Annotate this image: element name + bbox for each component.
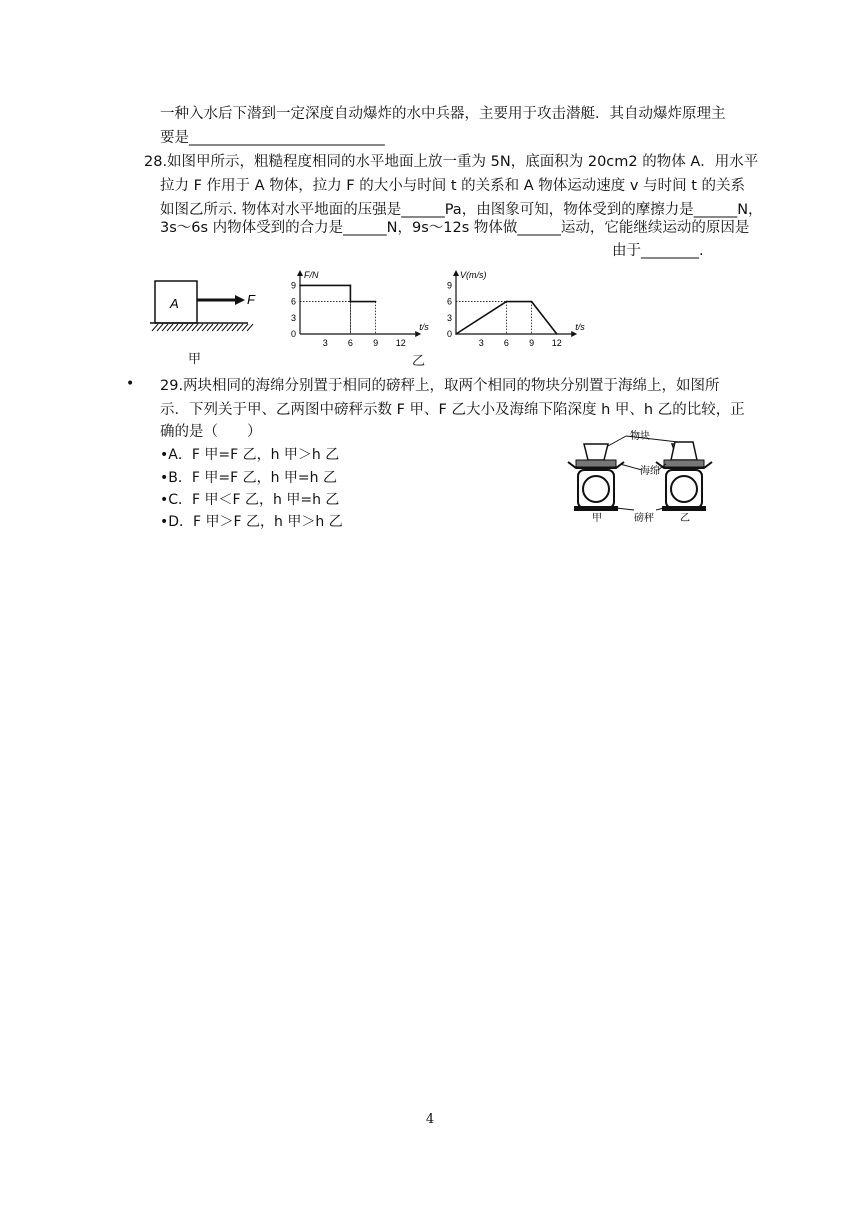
hatch-line bbox=[152, 324, 158, 331]
label-block: 物块 bbox=[630, 431, 650, 442]
data-point bbox=[375, 301, 377, 303]
q29-option-a: •A．F 甲=F 乙，h 甲＞h 乙 bbox=[160, 447, 340, 463]
hatch-line bbox=[212, 324, 218, 331]
data-point bbox=[299, 285, 301, 287]
label-jia: 甲 bbox=[592, 513, 602, 524]
y-axis-title: F/N bbox=[304, 270, 319, 280]
force-label: F bbox=[247, 292, 255, 307]
fig-jia-label: 甲 bbox=[188, 352, 202, 367]
hatch-line bbox=[242, 324, 248, 331]
y-tick-label: 0 bbox=[290, 329, 296, 339]
q28-line-4: 3s～6s 内物体受到的合力是______N，9s～12s 物体做______运动，它能继续运动的原因是 bbox=[160, 220, 750, 236]
q29-bullet: • bbox=[126, 376, 135, 392]
x-axis-title: t/s bbox=[575, 322, 585, 332]
y-tick-label: 0 bbox=[446, 329, 452, 339]
label-sponge: 海绵 bbox=[640, 466, 660, 477]
hatch-line bbox=[172, 324, 178, 331]
y-tick-label: 9 bbox=[446, 280, 452, 291]
data-point bbox=[556, 333, 558, 335]
figure-scales bbox=[560, 428, 730, 526]
hatch-line bbox=[177, 324, 183, 331]
hatch-line bbox=[197, 324, 203, 331]
x-axis-title: t/s bbox=[419, 322, 429, 332]
y-axis-title: V(m/s) bbox=[460, 270, 487, 280]
sponge-jia bbox=[576, 460, 616, 467]
q28-line-1: 28.如图甲所示，粗糙程度相同的水平地面上放一重为 5N，底面积为 20cm2 的物体 A．用水平 bbox=[144, 154, 759, 170]
q29-option-b: •B．F 甲=F 乙，h 甲=h 乙 bbox=[160, 470, 337, 486]
y-tick-label: 9 bbox=[290, 280, 296, 291]
hatch-line bbox=[217, 324, 223, 331]
x-tick-label: 12 bbox=[395, 338, 406, 348]
x-tick-label: 6 bbox=[503, 338, 509, 348]
scale-jia bbox=[568, 444, 624, 511]
y-tick-label: 6 bbox=[446, 296, 452, 307]
hatch-line bbox=[182, 324, 188, 331]
hatch-line bbox=[232, 324, 238, 331]
data-point bbox=[350, 285, 352, 287]
page-number: 4 bbox=[425, 1112, 435, 1127]
hatch-line bbox=[202, 324, 208, 331]
y-tick-label: 6 bbox=[290, 296, 296, 307]
x-tick-label: 9 bbox=[529, 338, 535, 348]
q29-option-d: •D．F 甲＞F 乙，h 甲＞h 乙 bbox=[160, 514, 343, 530]
hatch-line bbox=[207, 324, 213, 331]
force-arrow-head bbox=[235, 295, 245, 305]
hatch-line bbox=[237, 324, 243, 331]
q29-line-3: 确的是（ ） bbox=[160, 424, 262, 440]
ground-hatching bbox=[152, 324, 253, 331]
hatch-line bbox=[227, 324, 233, 331]
label-scale: 磅秤 bbox=[634, 513, 654, 524]
x-tick-label: 6 bbox=[347, 338, 353, 348]
scale-dial-yi bbox=[671, 476, 697, 502]
block-jia bbox=[584, 444, 608, 460]
hatch-line bbox=[167, 324, 173, 331]
series-line bbox=[300, 285, 376, 301]
hatch-line bbox=[162, 324, 168, 331]
scale-yi bbox=[656, 442, 712, 511]
y-tick-label: 3 bbox=[446, 312, 452, 323]
x-tick-label: 9 bbox=[373, 338, 379, 348]
y-axis-arrow bbox=[297, 270, 303, 276]
figure-jia-block bbox=[148, 276, 258, 336]
q28-line-3: 如图乙所示. 物体对水平地面的压强是______Pa，由图象可知，物体受到的摩擦力是______N， bbox=[160, 202, 763, 218]
intro-line-2: 要是___________________________ bbox=[160, 130, 385, 146]
hatch-line bbox=[247, 324, 253, 331]
hatch-line bbox=[192, 324, 198, 331]
chart-velocity-time bbox=[438, 250, 598, 355]
x-tick-label: 3 bbox=[322, 338, 328, 348]
q29-option-c: •C．F 甲＜F 乙，h 甲=h 乙 bbox=[160, 492, 340, 508]
data-point bbox=[455, 333, 457, 335]
label-yi: 乙 bbox=[680, 513, 690, 524]
fig-yi-label: 乙 bbox=[412, 354, 426, 369]
q28-line-5: 由于________. bbox=[612, 243, 704, 259]
scale-dial-jia bbox=[583, 476, 609, 502]
x-tick-label: 3 bbox=[478, 338, 484, 348]
q28-line-2: 拉力 F 作用于 A 物体，拉力 F 的大小与时间 t 的关系和 A 物体运动速度 v 与时间 t 的关系 bbox=[160, 178, 745, 194]
hatch-line bbox=[187, 324, 193, 331]
y-axis-arrow bbox=[453, 270, 459, 276]
q29-line-1: 29.两块相同的海绵分别置于相同的磅秤上，取两个相同的物块分别置于海绵上，如图所 bbox=[160, 378, 720, 394]
chart-force-time bbox=[282, 250, 432, 355]
data-point bbox=[506, 301, 508, 303]
block-a-label: A bbox=[170, 296, 179, 311]
data-point bbox=[531, 301, 533, 303]
data-point bbox=[350, 301, 352, 303]
hatch-line bbox=[222, 324, 228, 331]
x-tick-label: 12 bbox=[551, 338, 562, 348]
sponge-yi bbox=[664, 460, 704, 467]
hatch-line bbox=[157, 324, 163, 331]
y-tick-label: 3 bbox=[290, 312, 296, 323]
intro-line-1: 一种入水后下潜到一定深度自动爆炸的水中兵器，主要用于攻击潜艇．其自动爆炸原理主 bbox=[160, 106, 726, 122]
q29-line-2: 示．下列关于甲、乙两图中磅秤示数 F 甲、F 乙大小及海绵下陷深度 h 甲、h 乙的比较，正 bbox=[160, 402, 745, 418]
